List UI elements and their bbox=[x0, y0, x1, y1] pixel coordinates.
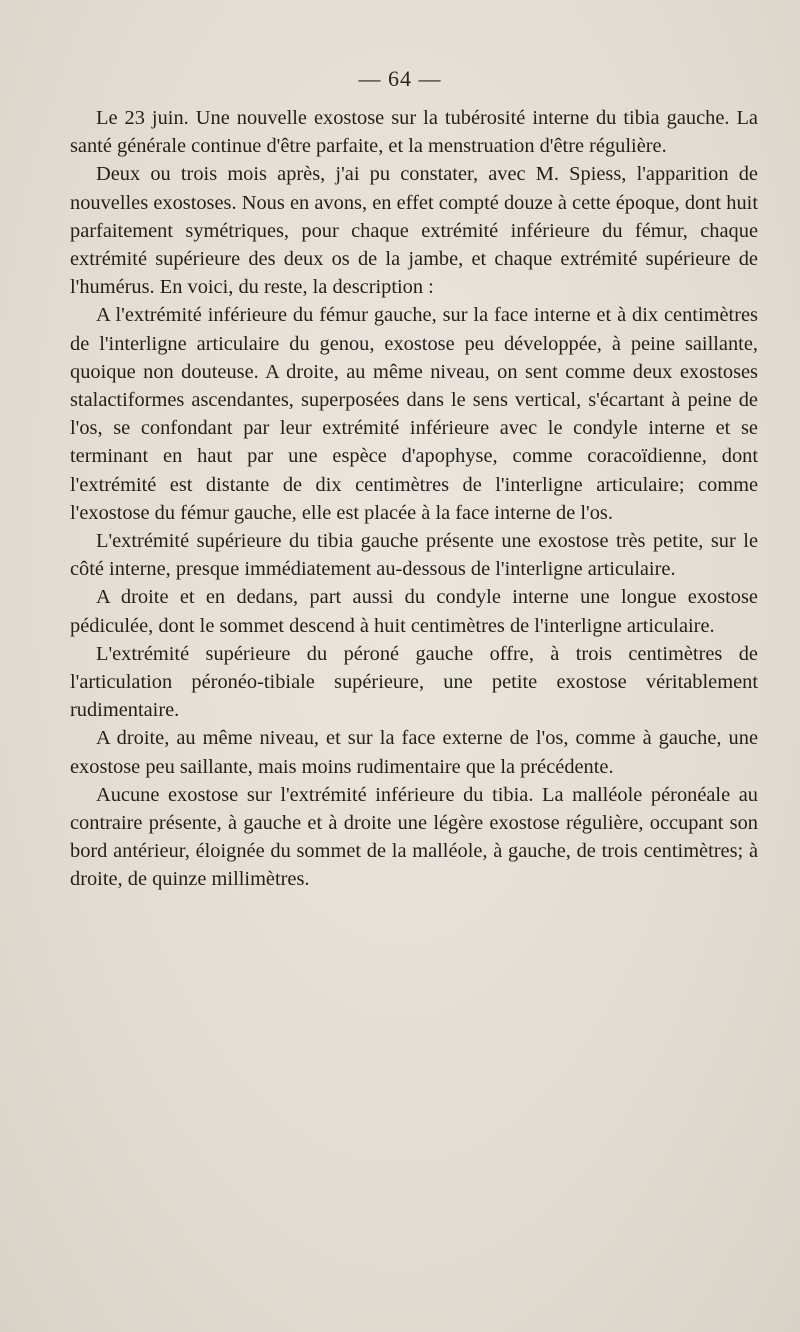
paragraph-1: Le 23 juin. Une nouvelle exostose sur la tubérosité interne du tibia gauche. La santé générale continue d'être parfaite, et la menstruation d'être régulière. bbox=[70, 107, 758, 158]
paragraph-2: Deux ou trois mois après, j'ai pu constater, avec M. Spiess, l'apparition de nouvelles exostoses. Nous en avons, en effet compté douze à cette époque, dont huit parfaitement symétriques, pour chaque extrémité inférieure du fémur, chaque extrémité supérieure des deux os de la jambe, et chaque extrémité supérieure de l'humérus. En voici, du reste, la description : bbox=[70, 163, 758, 299]
page-body bbox=[70, 104, 758, 894]
paragraph-5: A droite et en dedans, part aussi du condyle interne une longue exostose pédiculée, dont le sommet descend à huit centimètres de l'interligne articulaire. bbox=[70, 586, 758, 637]
paragraph-7: A droite, au même niveau, et sur la face externe de l'os, comme à gauche, une exostose peu saillante, mais moins rudimentaire que la précédente. bbox=[70, 727, 758, 778]
paragraph-6: L'extrémité supérieure du péroné gauche offre, à trois centimètres de l'articulation péronéo-tibiale supérieure, une petite exostose véritablement rudimentaire. bbox=[70, 642, 758, 722]
page-number-header: — 64 — bbox=[358, 66, 442, 91]
paragraph-3: A l'extrémité inférieure du fémur gauche, sur la face interne et à dix centimètres de l'interligne articulaire du genou, exostose peu développée, à peine saillante, quoique non douteuse. A droite, au même niveau, on sent comme deux exostoses stalactiformes ascendantes, superposées dans le sens vertical, s'écartant à peine de l'os, se confondant par leur extrémité inférieure avec le condyle interne et se terminant en haut par une espèce d'apophyse, comme coracoïdienne, dont l'extrémité est distante de dix centimètres de l'interligne articulaire; comme l'exostose du fémur gauche, elle est placée à la face interne de l'os. bbox=[70, 304, 758, 524]
paragraph-8: Aucune exostose sur l'extrémité inférieure du tibia. La malléole péronéale au contraire présente, à gauche et à droite une légère exostose régulière, occupant son bord antérieur, éloignée du sommet de la malléole, à gauche, de trois centimètres; à droite, de quinze millimètres. bbox=[70, 783, 758, 891]
paragraph-4: L'extrémité supérieure du tibia gauche présente une exostose très petite, sur le côté interne, presque immédiatement au-dessous de l'interligne articulaire. bbox=[70, 530, 758, 581]
